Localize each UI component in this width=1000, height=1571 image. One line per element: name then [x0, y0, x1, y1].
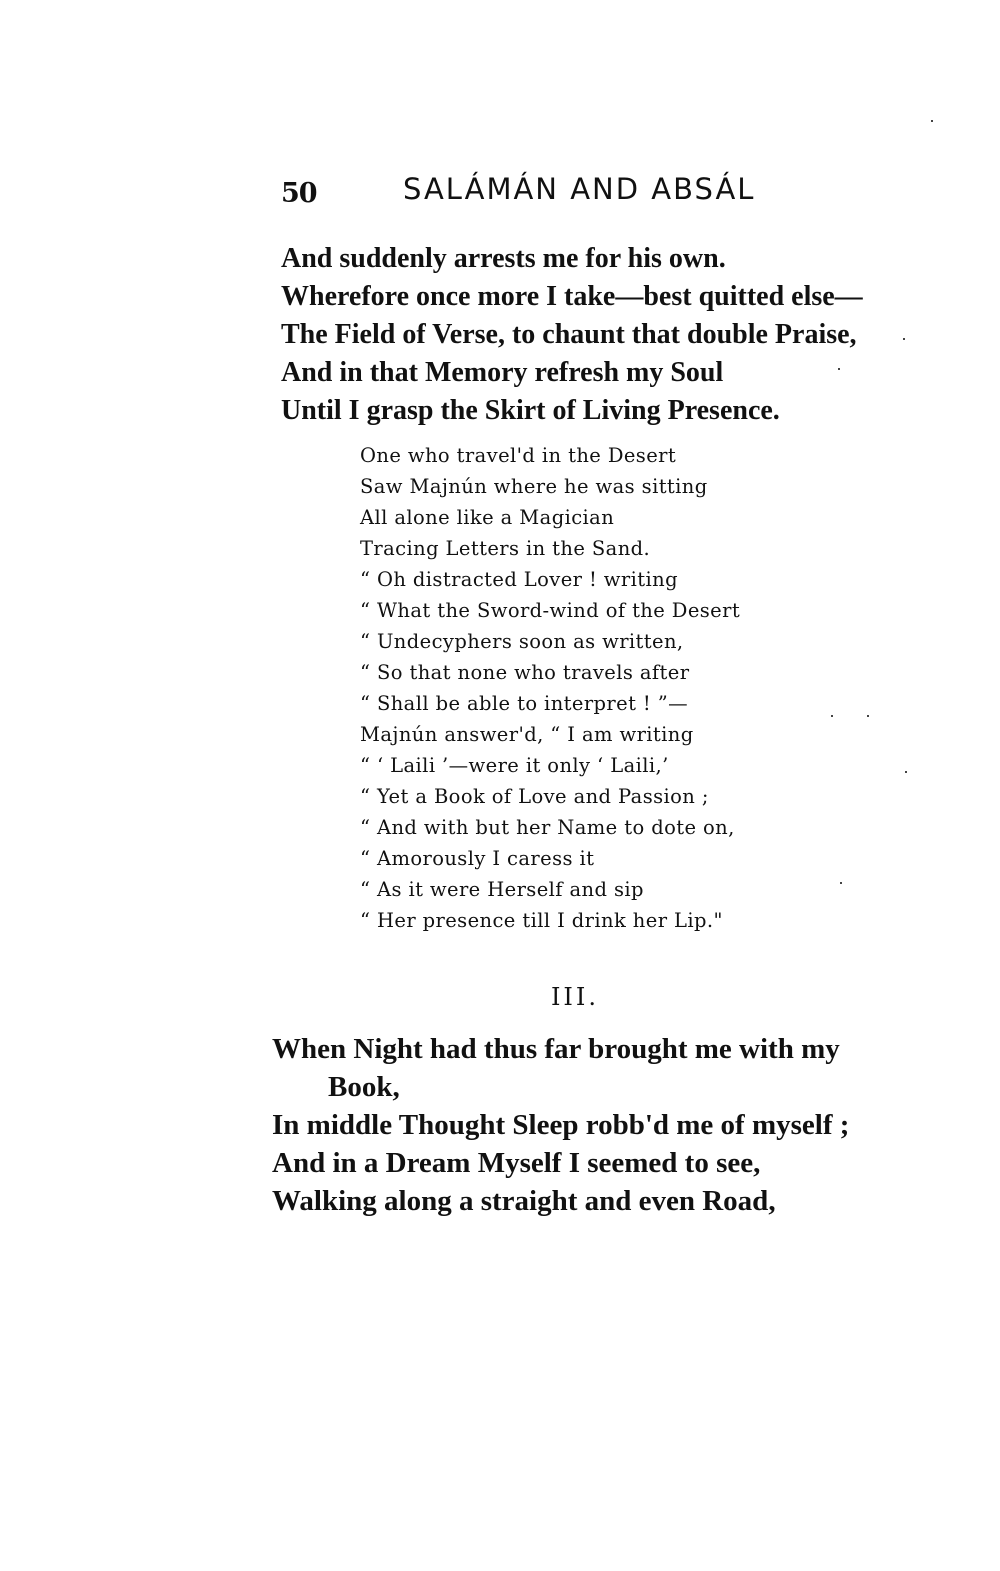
- quoted-line: “ Oh distracted Lover ! writing: [360, 568, 678, 591]
- print-speck: [840, 882, 842, 884]
- quoted-line: “ Yet a Book of Love and Passion ;: [360, 785, 709, 808]
- verse-line: And suddenly arrests me for his own.: [281, 243, 726, 274]
- running-title: SALÁMÁN AND ABSÁL: [403, 172, 756, 206]
- verse-line: When Night had thus far brought me with my: [272, 1033, 840, 1065]
- print-speck: [867, 715, 869, 717]
- verse-line: Until I grasp the Skirt of Living Presence.: [281, 395, 780, 426]
- quoted-line: All alone like a Magician: [360, 506, 615, 529]
- quoted-line: “ So that none who travels after: [360, 661, 690, 684]
- verse-line: Wherefore once more I take—best quitted else—: [281, 281, 863, 312]
- quoted-line: “ And with but her Name to dote on,: [360, 816, 735, 839]
- page-number: 50: [281, 178, 317, 209]
- section-heading: III.: [550, 983, 600, 1011]
- print-speck: [838, 368, 840, 370]
- verse-line: In middle Thought Sleep robb'd me of myself ;: [272, 1109, 850, 1141]
- opening-verse: [281, 240, 921, 430]
- quoted-line: Tracing Letters in the Sand.: [360, 537, 651, 560]
- verse-line: And in a Dream Myself I seemed to see,: [272, 1147, 761, 1179]
- quoted-line: “ ‘ Laili ’—were it only ‘ Laili,’: [360, 754, 669, 777]
- print-speck: [831, 715, 833, 717]
- running-head: [281, 172, 841, 216]
- quoted-verse: [360, 440, 840, 936]
- verse-line: And in that Memory refresh my Soul: [281, 357, 724, 388]
- print-speck: [931, 120, 933, 122]
- quoted-line: “ Her presence till I drink her Lip.": [360, 909, 723, 932]
- quoted-line: “ What the Sword-wind of the Desert: [360, 599, 741, 622]
- verse-line: Walking along a straight and even Road,: [272, 1185, 776, 1217]
- verse-line-turnover: Book,: [328, 1071, 400, 1103]
- quoted-line: One who travel'd in the Desert: [360, 444, 677, 467]
- quoted-line: Saw Majnún where he was sitting: [360, 475, 708, 498]
- quoted-line: “ As it were Herself and sip: [360, 878, 644, 901]
- quoted-line: “ Shall be able to interpret ! ”—: [360, 692, 689, 715]
- quoted-line: Majnún answer'd, “ I am writing: [360, 723, 694, 746]
- quoted-line: “ Amorously I caress it: [360, 847, 595, 870]
- quoted-line: “ Undecyphers soon as written,: [360, 630, 684, 653]
- print-speck: [903, 338, 905, 340]
- section-verse: [272, 1030, 932, 1220]
- print-speck: [905, 771, 907, 773]
- verse-line: The Field of Verse, to chaunt that double Praise,: [281, 319, 857, 350]
